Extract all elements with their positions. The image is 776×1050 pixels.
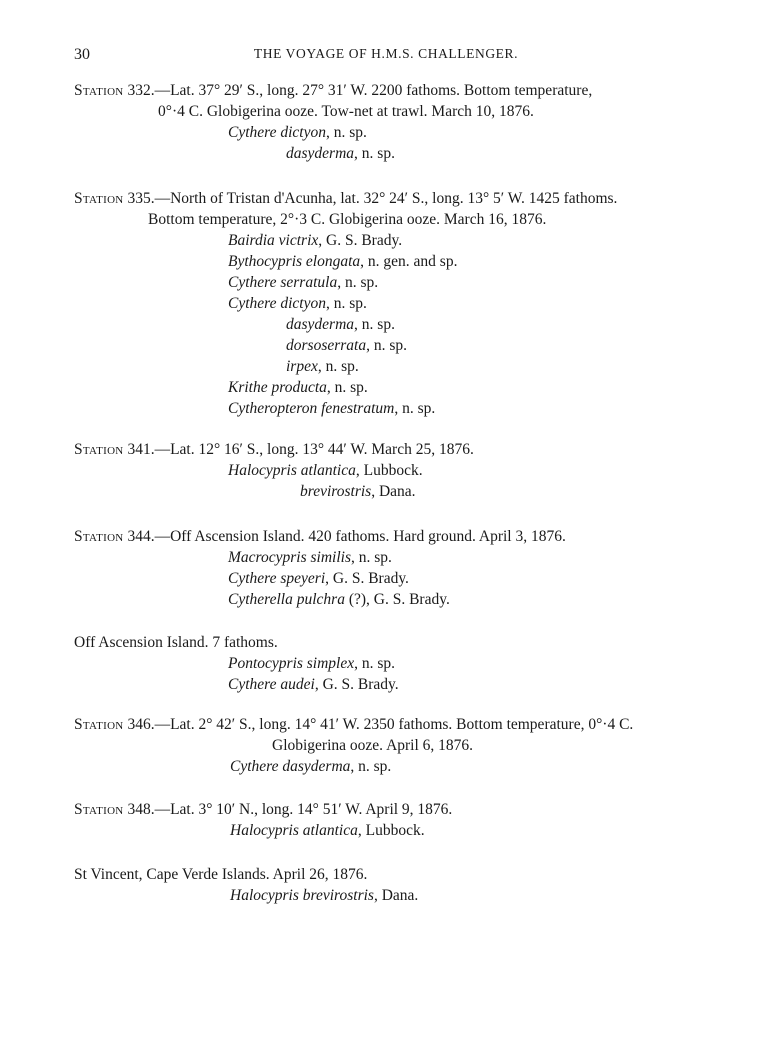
species-entry [74,885,714,906]
station-label: Station [74,716,124,733]
species-name: Cytherella pulchra [228,591,345,608]
station-heading [74,714,714,735]
station-heading-text: 346.—Lat. 2° 42′ S., long. 14° 41′ W. 2350 fathoms. Bottom temperature, 0°·4 C. [127,716,634,733]
species-name: dasyderma [286,145,355,162]
species-entry [74,820,714,841]
species-author: , n. sp. [354,316,395,333]
species-name: Krithe producta [228,379,327,396]
species-entry [74,653,714,674]
species-name: Cythere serratula [228,274,338,291]
species-author: , G. S. Brady. [314,676,399,693]
species-entry [74,377,714,398]
station-heading [74,799,714,820]
species-author: , n. gen. and sp. [360,253,458,270]
species-name: Macrocypris similis [228,549,351,566]
species-author: , n. sp. [337,274,379,291]
species-entry [74,460,714,481]
station-heading [74,188,714,209]
species-name: Cythere dictyon [228,124,326,141]
species-author: , Lubbock. [355,462,423,479]
station-heading-continuation: Bottom temperature, 2°·3 C. Globigerina ooze. March 16, 1876. [148,211,547,228]
species-author: , Dana. [373,887,419,904]
species-entry [74,272,714,293]
species-entry [74,398,714,419]
station-heading [74,864,714,885]
species-author: , n. sp. [326,124,367,141]
species-name: dorsoserrata [286,337,367,354]
station-heading-continuation: 0°·4 C. Globigerina ooze. Tow-net at trawl. March 10, 1876. [158,103,534,120]
species-name: brevirostris [300,483,372,500]
species-entry [74,293,714,314]
species-name: Cythere audei [228,676,315,693]
station-heading-text: 335.—North of Tristan d'Acunha, lat. 32° 24′ S., long. 13° 5′ W. 1425 fathoms. [127,190,618,207]
species-name: Halocypris atlantica [228,462,356,479]
station-348-entry [74,799,714,841]
species-name: Bairdia victrix [228,232,319,249]
station-heading-text: St Vincent, Cape Verde Islands. April 26, 1876. [74,866,368,883]
species-entry [74,251,714,272]
station-heading-continuation: Globigerina ooze. April 6, 1876. [272,737,474,754]
species-author: , n. sp. [317,358,359,375]
species-entry [74,356,714,377]
station-heading [74,439,714,460]
species-entry [74,143,714,164]
station-344-entry [74,526,714,610]
off-ascension-entry [74,632,714,695]
species-author: (?), G. S. Brady. [344,591,450,608]
species-entry [74,335,714,356]
station-label: Station [74,801,124,818]
species-author: , n. sp. [326,295,367,312]
species-name: Cytheropteron fenestratum [228,400,395,417]
station-label: Station [74,190,124,207]
species-name: dasyderma [286,316,355,333]
species-name: Cythere speyeri [228,570,326,587]
species-name: Halocypris brevirostris [230,887,374,904]
station-346-entry [74,714,714,777]
species-author: , n. sp. [394,400,436,417]
species-entry [74,756,714,777]
station-heading-text: 341.—Lat. 12° 16′ S., long. 13° 44′ W. March 25, 1876. [127,441,474,458]
page-number: 30 [74,46,90,63]
species-entry [74,568,714,589]
species-name: irpex [286,358,318,375]
species-entry [74,674,714,695]
station-heading [74,632,714,653]
species-author: , G. S. Brady. [325,570,409,587]
station-label: Station [74,82,124,99]
station-341-entry [74,439,714,502]
species-author: , n. sp. [354,655,396,672]
species-author: , n. sp. [326,379,368,396]
station-heading-text: 348.—Lat. 3° 10′ N., long. 14° 51′ W. April 9, 1876. [127,801,453,818]
station-335-entry [74,188,714,419]
st-vincent-entry [74,864,714,906]
species-name: Cythere dictyon [228,295,326,312]
station-heading [74,526,714,547]
species-entry [74,481,714,502]
species-entry [74,547,714,568]
species-name: Bythocypris elongata [228,253,361,270]
species-entry [74,314,714,335]
station-heading [74,80,714,101]
species-author: , Lubbock. [357,822,425,839]
species-author: , Dana. [371,483,416,500]
species-author: , n. sp. [350,758,392,775]
running-title: THE VOYAGE OF H.M.S. CHALLENGER. [253,46,519,61]
species-name: Halocypris atlantica [230,822,358,839]
species-entry [74,122,714,143]
station-label: Station [74,528,124,545]
station-332-entry [74,80,714,164]
species-name: Pontocypris simplex [228,655,355,672]
species-author: , n. sp. [366,337,408,354]
species-name: Cythere dasyderma [230,758,351,775]
species-entry [74,230,714,251]
station-label: Station [74,441,124,458]
page-header [74,46,698,66]
species-entry [74,589,714,610]
species-author: , n. sp. [354,145,395,162]
species-author: , n. sp. [351,549,392,566]
species-author: , G. S. Brady. [318,232,403,249]
station-heading-text: 332.—Lat. 37° 29′ S., long. 27° 31′ W. 2200 fathoms. Bottom temperature, [127,82,593,99]
station-heading-text: 344.—Off Ascension Island. 420 fathoms. Hard ground. April 3, 1876. [127,528,566,545]
station-heading-text: Off Ascension Island. 7 fathoms. [74,634,278,651]
